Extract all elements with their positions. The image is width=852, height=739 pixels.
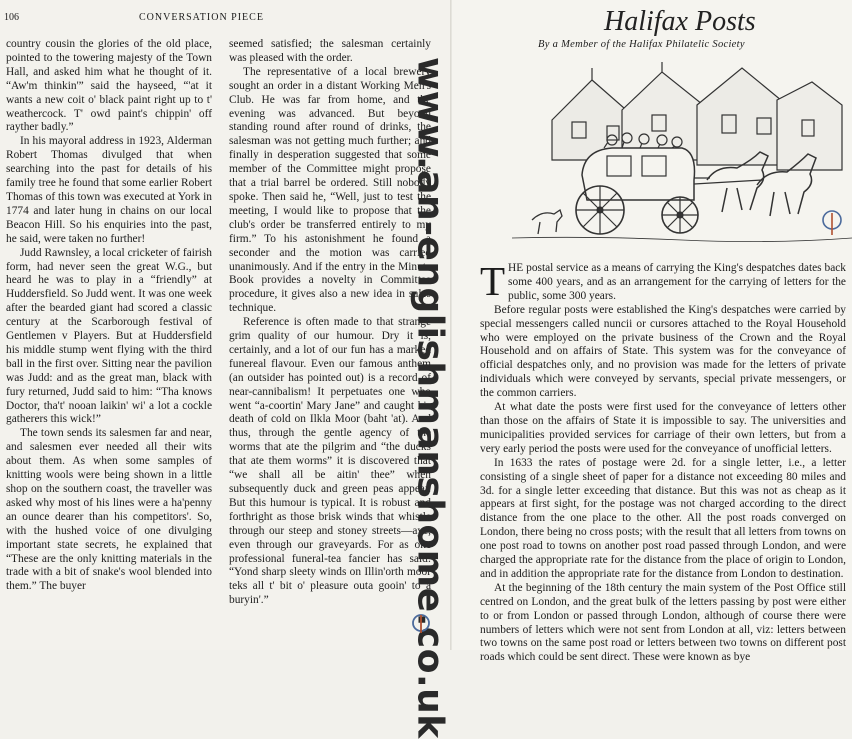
paragraph: The town sends its salesmen far and near, and salesmen ever needed all their wits about them. As when some samples of knitting wools were being shown in a little shop on the southern coast, the traveller was asked why most of his lines were a ha'penny an ounce dearer than his competitors'. So, with the hushed voice of one divulging important state secrets, he explained that “These are the only knitting materials in the trade with a bit of snake's wool blended into them.” The buyer [6, 427, 212, 593]
drop-cap: T [480, 258, 506, 304]
running-head [4, 12, 450, 26]
paragraph: In 1633 the rates of postage were 2d. for a single letter, i.e., a letter consisting of a single sheet of paper for a distance not exceeding 80 miles and 3d. for a single letter exceeding that distance. But this was not as cheap as it appears at first sight, for the postage was not charged according to the direct distance from the one place to the other. All the post roads converged on London, there being no cross posts; with the result that all letters from towns on one post road to towns on another post road passed through London, and were charged the appropriate rate for the distance from the place of origin to London, and in addition the appropriate rate for the distance from London to destination. [480, 456, 846, 580]
paragraph: The representative of a local brewery sought an order in a distant Working Men's Club. He was far from home, and the evening was advanced. But beyond standing round after round of drinks, the salesman was not getting much further; and finally in desperation suggested that some member of the Committee might propose that a trial barrel be ordered. Still nobody spoke. Then said he, “Well, just to test the meeting, I would like to propose that the club's order be transferred entirely to my firm.” To his astonishment he found a seconder and the motion was carried unanimously. And if the entry in the Minute Book provides a novelty in Committee procedure, it gives also a new idea in sales technique. [229, 65, 431, 315]
watermark-text: www.an-englishmanshome.co.uk [409, 57, 451, 739]
left-column-1 [6, 38, 212, 594]
coach-and-horses-icon [512, 60, 852, 255]
article-body [480, 258, 846, 665]
watermark [400, 57, 460, 739]
paragraph: At what date the posts were first used for the conveyance of letters other than those on the affairs of State it is impossible to say. The universities and municipalities provided services for carriage of their own letters, but from a very early period the posts were used for the conveyance of unofficial letters. [480, 401, 846, 455]
section-title: CONVERSATION PIECE [139, 12, 264, 23]
lead-paragraph [480, 258, 846, 304]
page-number: 106 [4, 12, 19, 23]
paragraph: In his mayoral address in 1923, Alderman Robert Thomas divulged that when searching into the past for details of his family tree he found that some earlier Robert Thomas of this town was executed at York in 1774 and later hung in chains on our local Beacon Hill. So his enquiries into the past, he said, were taken no further! [6, 135, 212, 245]
paragraph: seemed satisfied; the salesman certainly was pleased with the order. [229, 38, 431, 64]
paragraph: Before regular posts were established the King's despatches were carried by special messengers called nuncii or cursores attached to the Royal Household who were employed on the private business of the Crown and the Royal Household and on affairs of State. This system was for the conveyance of official despatches only, and no provision was made for the letters of private individuals which were conveyed by servants, special private messengers, or the common carriers. [480, 303, 846, 400]
right-page [452, 0, 852, 664]
paragraph: At the beginning of the 18th century the main system of the Post Office still centred on London, and the great bulk of the letters passing by post were either to or from London or passed through London, although of course there were numbers of letters which were not sent from London at all, viz: letters between two towns on the same post road or letters between two towns on different post roads which could be sent direct. These were known as bye [480, 581, 846, 664]
byline: By a Member of the Halifax Philatelic Society [538, 39, 745, 50]
paragraph: Judd Rawnsley, a local cricketer of fairish form, had never seen the great W.G., but heard he was to play in a “friendly” at Huddersfield. So Judd went. It was one week after the bearded giant had scored a classic century at the Scarborough festival of Gentlemen v Players. But at Huddersfield his middle stump went flying with the third ball in the first over. Sitting near the pavilion was Judd: and as the great man, black with fury returned, Judd said to him: “Tha knows Doctor, tha't' nooan laikin' wi' a lot a cockle gatherers this wick!” [6, 246, 212, 426]
paragraph: Reference is often made to that strange grim quality of our humour. Dry it is, certainly, and a lot of our fun has a marked funereal flavour. Even our famous anthem (an outsider has pointed out) is a record of near-cannibalism! It perpetuates one who went “a-coortin' Mary Jane” and caught his death of cold on Ilkla Moor (baht 'at). And thus, through the gentle agency of the worms that ate the pilgrim and “the ducks that ate them worms” it is discovered that “we shall all be aitin' thee” when subsequently duck and green peas appear. But this humour is typical. It is robust and forthright as those brisk winds that whistle through our steep and stoney streets—aye, even through our graveyards. For as one professional funeral-tea fancier has said: “Yond sharp sleety winds on Illin'orth moor teks all t' bit o' pleasure outa gooin' to a buryin'.” [229, 316, 431, 607]
stamp-mark-icon [410, 612, 432, 634]
paragraph: HE postal service as a means of carrying the King's despatches dates back some 400 years, and as an arrangement for the carrying of letters for the public, some 300 years. [508, 262, 846, 302]
left-page [0, 0, 452, 650]
paragraph: country cousin the glories of the old place, pointed to the towering majesty of the Town Hall, and asked him what he thought of it. “Aw'm thinkin'” said the hayseed, “'at it wants a new coit o' black paint right up to t' weathercock. T' owd paint's chippin' off rayther badly.” [6, 38, 212, 134]
article-title: Halifax Posts [604, 6, 756, 37]
